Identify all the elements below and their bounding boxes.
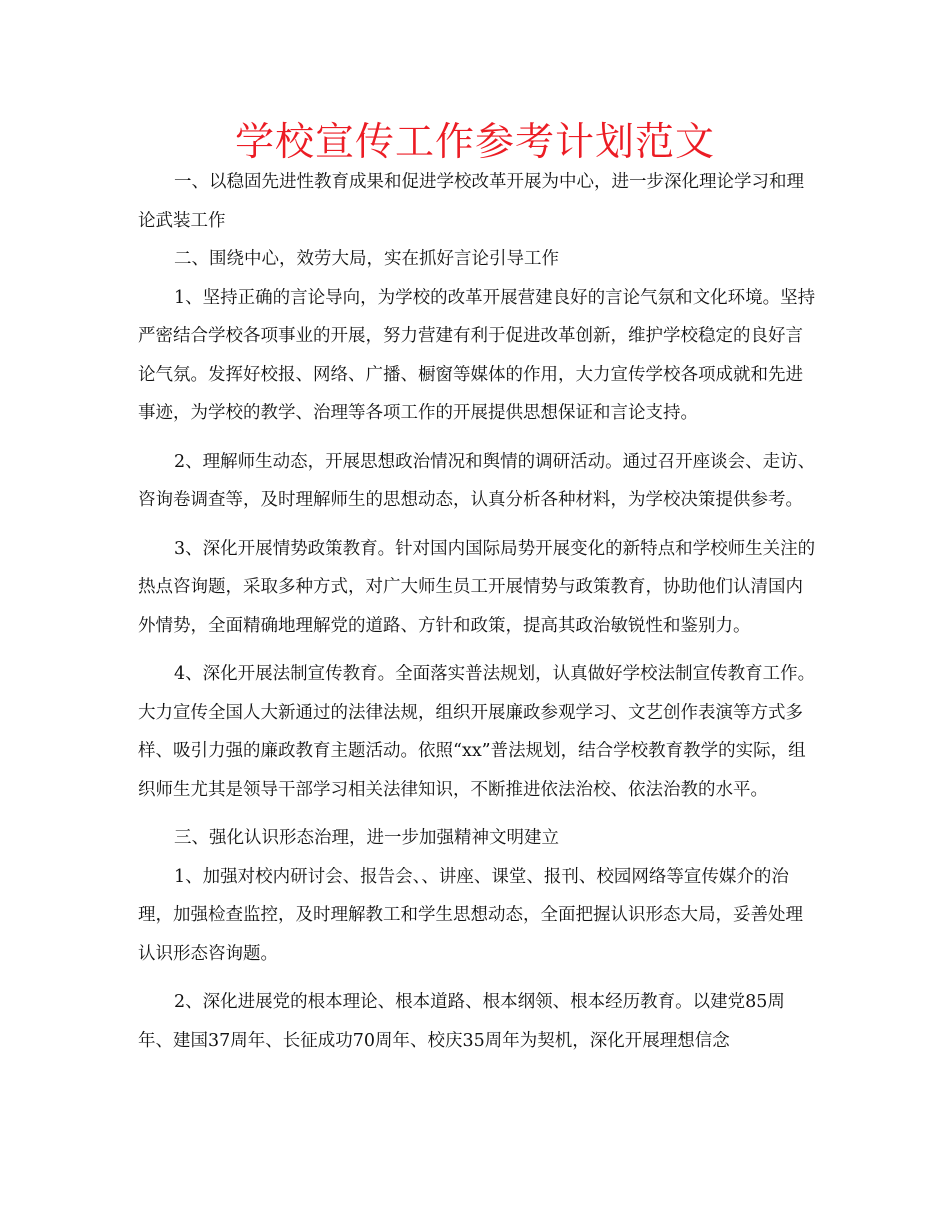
paragraph-2: 二、围绕中心，效劳大局，实在抓好言论引导工作 <box>174 249 559 269</box>
paragraph-8: 1、加强对校内研讨会、报告会、、讲座、课堂、报刊、校园网络等宣传媒介的治理，加强检查监控，及时理解教工和学生思想动态，全面把握认识形态大局，妥善处理认识形态咨询题。 <box>138 866 803 964</box>
paragraph-3: 1、坚持正确的言论导向，为学校的改革开展营建良好的言论气氛和文化环境。坚持严密结合学校各项事业的开展，努力营建有利于促进改革创新，维护学校稳定的良好言论气氛。发挥好校报、网络、广播、橱窗等媒体的作用，大力宣传学校各项成就和先进事迹，为学校的教学、治理等各项工作的开展提供思想保证和言论支持。 <box>138 287 816 423</box>
paragraph-7: 三、强化认识形态治理，进一步加强精神文明建立 <box>174 828 559 848</box>
paragraph-6: 4、深化开展法制宣传教育。全面落实普法规划，认真做好学校法制宣传教育工作。大力宣传全国人大新通过的法律法规，组织开展廉政参观学习、文艺创作表演等方式多样、吸引力强的廉政教育主题活动。依照“xx”普法规划，结合学校教育教学的实际，组织师生尤其是领导干部学习相关法律知识，不断推进依法治校、依法治教的水平。 <box>138 664 816 800</box>
paragraph-9: 2、深化进展党的根本理论、根本道路、根本纲领、根本经历教育。以建党85周年、建国37周年、长征成功70周年、校庆35周年为契机，深化开展理想信念 <box>138 992 785 1051</box>
document-body <box>138 163 818 1060</box>
document-title: 学校宣传工作参考计划范文 <box>234 120 715 165</box>
paragraph-4: 2、理解师生动态，开展思想政治情况和舆情的调研活动。通过召开座谈会、走访、咨询卷调查等，及时理解师生的思想动态，认真分析各种材料，为学校决策提供参考。 <box>138 451 816 510</box>
paragraph-1: 一、以稳固先进性教育成果和促进学校改革开展为中心，进一步深化理论学习和理论武装工作 <box>138 172 804 231</box>
paragraph-5: 3、深化开展情势政策教育。针对国内国际局势开展变化的新特点和学校师生关注的热点咨询题，采取多种方式，对广大师生员工开展情势与政策教育，协助他们认清国内外情势，全面精确地理解党的道路、方针和政策，提高其政治敏锐性和鉴别力。 <box>138 538 816 636</box>
